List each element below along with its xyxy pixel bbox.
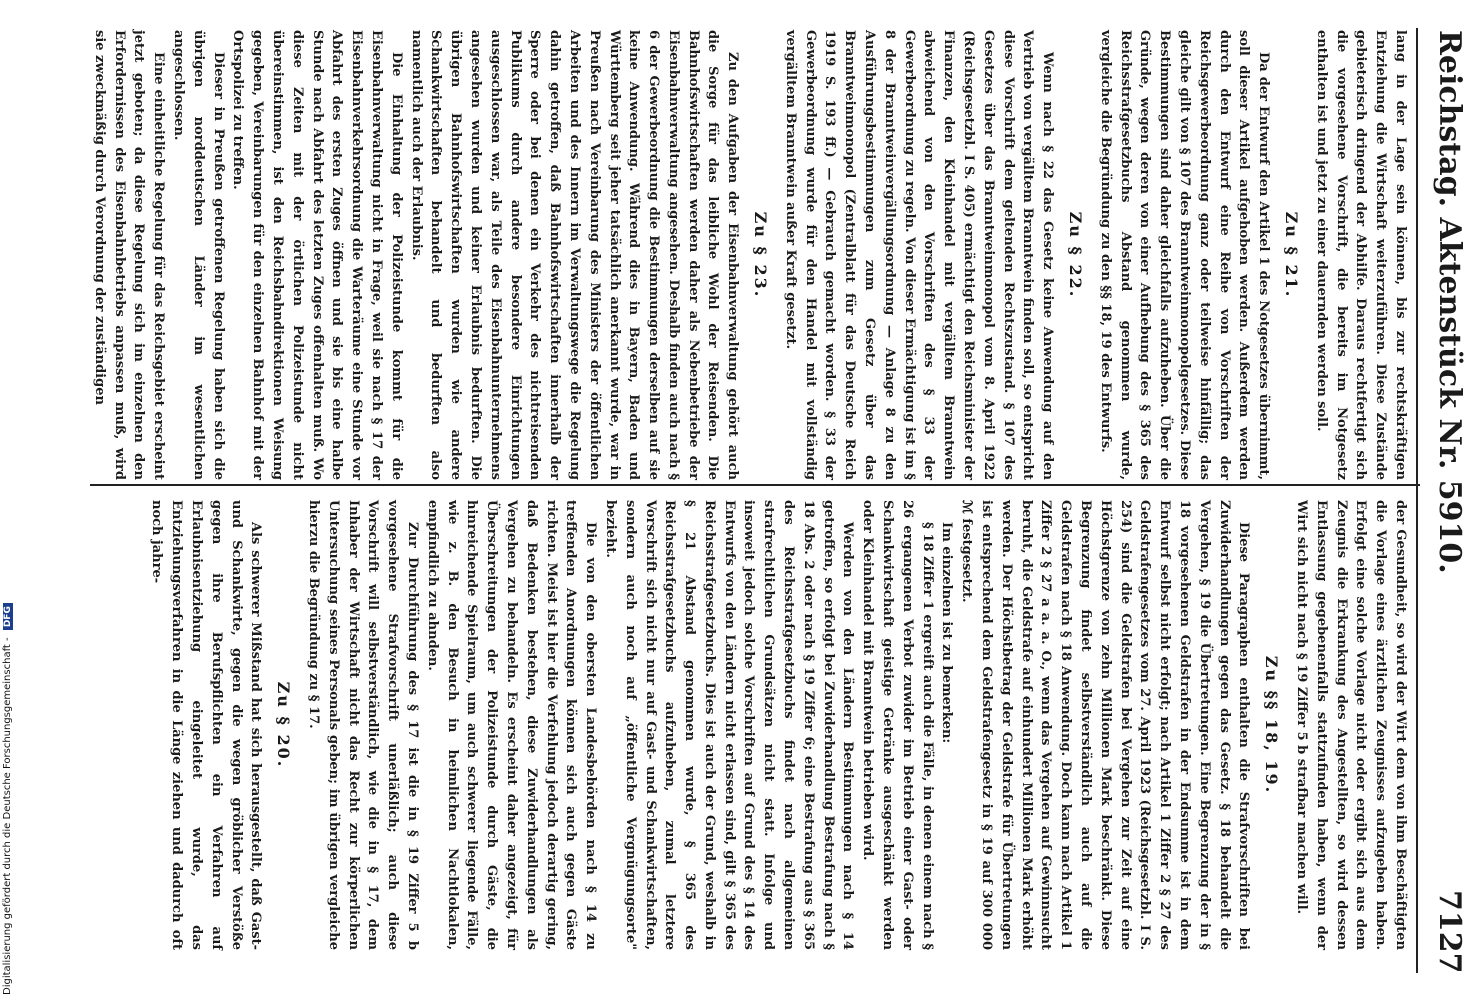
credit-text: Digitalisierung gefördert durch die Deutsche Forschungsgemeinschaft - — [2, 637, 13, 995]
paragraph: Eine einheitliche Regelung für das Reichsgebiet erscheint jetzt geboten; da diese Regelung sich im einzelnen den Erfordernissen des Eisenbahnbetriebs anpassen muß, wird sie zweckmäßig durch Verordnung der zuständigen — [91, 30, 167, 480]
paragraph: Diese Paragraphen enthalten die Strafvorschriften bei Zuwiderhandlungen gegen das Gesetz. § 18 behandelt die Vergehen, § 19 die Übertretungen. Eine Begrenzung der in § 18 vorgesehenen Geldstrafen in der Endsumme ist in dem Entwurf selbst nicht erfolgt; nach Artikel 1 Ziffer 2 § 27 des Geldstrafengesetzes vom 27. April 1923 (Reichsgesetzbl. I S. 254) sind die Geldstrafen bei Vergehen zur Zeit auf eine Höchstgrenze von zehn Millionen Mark beschränkt. Diese Begrenzung findet selbstverständlich auch auf die Geldstrafen nach § 18 Anwendung. Doch kann nach Artikel 1 Ziffer 2 § 27 a a. a. O., wenn das Vergehen auf Gewinnsucht beruht, die Geldstrafe auf einhundert Millionen Mark erhöht werden. Der Höchstbetrag der Geldstrafe für Übertretungen ist entsprechend dem Geldstrafengesetz in § 19 auf 300 000 ℳ festgesetzt. — [959, 500, 1252, 950]
paragraph: Werden von den Ländern Bestimmungen nach § 14 getroffen, so erfolgt bei Zuwiderhandlung Bestrafung nach § 18 Abs. 2 oder nach § 19 Ziffer 6; eine Bestrafung aus § 365 des Reichsstrafgesetzbuchs findet nach allgemeinen strafrechtlichen Grundsätzen nicht statt. Infolge und insoweit jedoch solche Vorschriften auf Grund des § 14 des Entwurfs von den Ländern nicht erlassen sind, gilt § 365 des Reichsstrafgesetzbuchs. Dies ist auch der Grund, weshalb in § 21 Abstand genommen wurde, § 365 des Reichsstrafgesetzbuchs aufzuheben, zumal letztere Vorschrift sich nicht nur auf Gast- und Schankwirtschaften, sondern auch noch auf „öffentliche Vergnügungsorte" bezieht. — [602, 500, 856, 950]
paragraph: Die von den obersten Landesbehörden nach § 14 zu treffenden Anordnungen können sich auch gegen Gäste richten. Meist ist hier die Verfehlung jedoch derartig gering, daß Bedenken bestehen, diese Zuwiderhandlungen als Vergehen zu behandeln. Es erscheint daher angezeigt, für Überschreitungen der Polizeistunde durch Gäste, die hinreichende Spielraum, um auch schwerer liegende Fälle, wie z. B. den Besuch in heimlichen Nachtlokalen, empfindlich zu ahnden. — [424, 500, 599, 950]
paragraph: Wenn nach § 22 das Gesetz keine Anwendung auf den Vertrieb von vergälltem Branntwein finden soll, so entspricht diese Vorschrift dem geltenden Rechtszustand. § 107 des Gesetzes über das Branntweinmonopol vom 8. April 1922 (Reichsgesetzbl. I S. 405) ermächtigt den Reichsminister der Finanzen, den Kleinhandel mit vergälltem Branntwein abweichend von den Vorschriften des § 33 der Gewerbeordnung zu regeln. Von dieser Ermächtigung ist im § 8 der Branntweinvergällungsordnung — Anlage 8 zu den Ausführungsbestimmungen zum Gesetz über das Branntweinmonopol (Zentralblatt für das Deutsche Reich 1919 S. 193 ff.) — Gebrauch gemacht worden. § 33 der Gewerbeordnung wurde für den Handel mit vollständig vergälltem Branntwein außer Kraft gesetzt. — [782, 30, 1056, 480]
paragraph: Zur Durchführung des § 17 ist die in § 19 Ziffer 5 b vorgesehene Strafvorschrift unerläßlich; auch diese Vorschrift will selbstverständlich, wie die in § 17, dem Inhaber der Wirtschaft nicht das Recht zur körperlichen Untersuchung seines Personals geben; im übrigen vergleiche hierzu die Begründung zu § 17. — [305, 500, 420, 950]
section-heading: Zu § 21. — [1282, 211, 1302, 299]
scanned-page — [90, 0, 1467, 1000]
column-divider — [90, 484, 1420, 486]
paragraph: Im einzelnen ist zu bemerken: — [939, 522, 955, 744]
right-column — [89, 30, 1410, 480]
section-heading: Zu § 20. — [274, 681, 294, 769]
paragraph: Da der Entwurf den Artikel 1 des Notgesetzes übernimmt, soll dieser Artikel aufgehoben werden. Außerdem werden durch den Entwurf eine Reihe von Vorschriften der Reichsgewerbeordnung ganz oder teilweise hinfällig; das gleiche gilt von § 107 des Branntweinmonopolgesetzes. Diese Bestimmungen sind daher gleichfalls aufzuheben. Über die Gründe, wegen deren von einer Aufhebung des § 365 des Reichsstrafgesetzbuchs Abstand genommen wurde, vergleiche die Begründung zu den §§ 18, 19 des Entwurfs. — [1097, 30, 1272, 480]
paragraph: Dieser in Preußen getroffenen Regelung haben sich die übrigen norddeutschen Länder im wesentlichen angeschlossen. — [170, 30, 226, 480]
section-heading: Zu § 23. — [751, 211, 771, 299]
section-heading: Zu § 22. — [1066, 211, 1086, 299]
paragraph: § 18 Ziffer 1 ergreift auch die Fälle, in denen einem nach § 26 ergangenen Verbot zuwider im Betrieb einer Gast- oder Schankwirtschaft geistige Getränke ausgeschänkt werden oder Kleinhandel mit Branntwein betrieben wird. — [860, 500, 935, 950]
section-heading: Zu §§ 18, 19. — [1262, 655, 1282, 795]
paragraph: Als schwerer Mißstand hat sich herausgestellt, daß Gast- und Schankwirte, gegen die wegen gröblicher Verstöße gegen ihre Berufspflichten ein Verfahren auf Erlaubnisentziehung eingeleitet wurde, das Entziehungsverfahren in die Länge ziehen und dadurch oft noch jahre- — [149, 500, 264, 950]
page-number: 7127 — [1432, 890, 1467, 974]
paragraph: der Gesundheit, so wird der Wirt dem von ihm Beschäftigten die Vorlage eines ärztlichen Zeugnisses aufzugeben haben. Erfolgt eine solche Vorlage nicht oder ergibt sich aus dem Zeugnis die Erkrankung des Angestellten, so wird dessen Entlassung gegebenenfalls stattzufinden haben, wenn der Wirt sich nicht nach § 19 Ziffer 5 b strafbar machen will. — [1294, 500, 1408, 950]
dfg-logo: DFG — [3, 603, 13, 630]
paragraph: Die Einhaltung der Polizeistunde kommt für die Eisenbahnverwaltung nicht in Frage, weil sie nach § 17 der Eisenbahnverkehrsordnung die Warteräume eine Stunde vor Abfahrt des ersten Zuges öffnen und sie bis eine halbe Stunde nach Abfahrt des letzten Zuges offenhalten muß. Wo diese Zeiten mit der örtlichen Polizeistunde nicht übereinstimmen, ist den Reichsbahndirektionen Weisung gegeben, Vereinbarungen für den einzelnen Bahnhof mit der Ortspolizei zu treffen. — [230, 30, 404, 480]
digitization-credit — [2, 0, 16, 995]
page-title: Reichstag. Aktenstück Nr. 5910. — [1432, 30, 1467, 574]
page-header — [1432, 30, 1475, 990]
paragraph: Zu den Aufgaben der Eisenbahnverwaltung gehört auch die Sorge für das leibliche Wohl der Reisenden. Die Bahnhofswirtschaften werden daher als Nebenbetriebe der Eisenbahnverwaltung angesehen. Deshalb finden auch nach § 6 der Gewerbeordnung die Bestimmungen derselben auf sie keine Anwendung. Während dies in Bayern, Baden und Württemberg seit jeher tatsächlich anerkannt wurde, war in Preußen nach Vereinbarung des Ministers der öffentlichen Arbeiten und des Innern im Verwaltungswege die Regelung dahin getroffen, daß Bahnhofswirtschaften innerhalb der Sperre oder bei denen ein Verkehr des nichtreisenden Publikums durch andere besondere Einrichtungen ausgeschlossen war, als Teile des Eisenbahnunternehmens angesehen wurden und keiner Erlaubnis bedurften. Die übrigen Bahnhofswirtschaften wurden wie andere Schankwirtschaften behandelt und bedurften also namentlich auch der Erlaubnis. — [408, 30, 741, 480]
paragraph: lang in der Lage sein können, bis zur rechtskräftigen Entziehung die Wirtschaft weiterzuführen. Diese Zustände gebieterisch dringend der Abhilfe. Daraus rechtfertigt sich die vorgesehene Vorschrift, die bereits im Notgesetz enthalten ist und jetzt zu einer dauernden werden soll. — [1313, 30, 1408, 480]
header-rule — [1416, 28, 1418, 973]
left-column — [147, 500, 1410, 950]
